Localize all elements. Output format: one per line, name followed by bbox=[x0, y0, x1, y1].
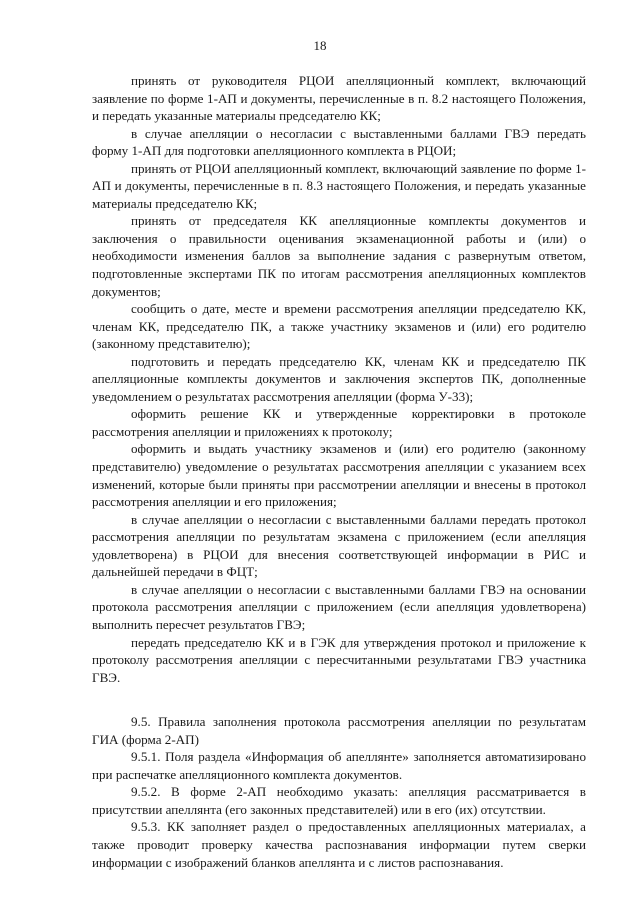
paragraph-record-decision: оформить решение КК и утвержденные корректировки в протоколе рассмотрения апелляции и приложениях к протоколу; bbox=[92, 406, 586, 439]
paragraph-prepare-and-transfer: подготовить и передать председателю КК, членам КК и председателю ПК апелляционные комплекты документов и заключения экспертов ПК, дополненные уведомлением о результатах рассмотрения апелляции (форма У-33); bbox=[92, 353, 586, 404]
paragraph-accept-from-rcoi: принять от РЦОИ апелляционный комплект, включающий заявление по форме 1-АП и документы, перечисленные в п. 8.3 настоящего Положения, и передать указанные материалы председателю КК; bbox=[92, 160, 586, 211]
section-gap bbox=[92, 686, 586, 713]
paragraph-accept-from-kk-chair: принять от председателя КК апелляционные комплекты документов и заключения о правильности оценивания экзаменационной работы и (или) о необходимости изменения баллов за выполнение задания с развернутым ответом, подготовленные экспертами ПК по итогам рассмотрения апелляционных комплектов документов; bbox=[92, 213, 586, 299]
document-body bbox=[92, 72, 586, 871]
section-heading-9-5: 9.5. Правила заполнения протокола рассмотрения апелляции по результатам ГИА (форма 2-АП) bbox=[92, 714, 586, 747]
paragraph-recalculate-gve: в случае апелляции о несогласии с выставленными баллами ГВЭ на основании протокола рассмотрения апелляции с приложением (если апелляция удовлетворена) выполнить пересчет результатов ГВЭ; bbox=[92, 581, 586, 632]
paragraph-transfer-protocol-rcoi: в случае апелляции о несогласии с выставленными баллами передать протокол рассмотрения апелляции по результатам экзамена с приложением (если апелляция удовлетворена) в РЦОИ для внесения соответствующей информации в РИС и дальнейшей передачи в ФЦТ; bbox=[92, 511, 586, 580]
paragraph-notify-date-place: сообщить о дате, месте и времени рассмотрения апелляции председателю КК, членам КК, председателю ПК, а также участнику экзаменов и (или) его родителю (законному представителю); bbox=[92, 301, 586, 352]
paragraph-9-5-1: 9.5.1. Поля раздела «Информация об апеллянте» заполняется автоматизировано при распечатке апелляционного комплекта документов. bbox=[92, 749, 586, 782]
paragraph-accept-from-rcoi-head: принять от руководителя РЦОИ апелляционный комплект, включающий заявление по форме 1-АП и документы, перечисленные в п. 8.2 настоящего Положения, и передать указанные материалы председателю КК; bbox=[92, 73, 586, 124]
paragraph-9-5-3: 9.5.3. КК заполняет раздел о предоставленных апелляционных материалах, а также проводит проверку качества распознавания информации путем сверки информации с изображений бланков апеллянта и с листов распознавания. bbox=[92, 819, 586, 870]
page-number: 18 bbox=[313, 38, 327, 53]
paragraph-transfer-to-gek: передать председателю КК и в ГЭК для утверждения протокол и приложение к протоколу рассмотрения апелляции с пересчитанными результатами ГВЭ участника ГВЭ. bbox=[92, 634, 586, 685]
paragraph-gve-form-transfer: в случае апелляции о несогласии с выставленными баллами ГВЭ передать форму 1-АП для подготовки апелляционного комплекта в РЦОИ; bbox=[92, 125, 586, 159]
paragraph-issue-notification: оформить и выдать участнику экзаменов и (или) его родителю (законному представителю) уведомление о результатах рассмотрения апелляции с указанием всех изменений, которые были приняты при рассмотрении апелляции и внесены в протокол рассмотрения апелляции и его приложения; bbox=[92, 441, 586, 510]
paragraph-9-5-2: 9.5.2. В форме 2-АП необходимо указать: апелляция рассматривается в присутствии апеллянта (его законных представителей) или в его (их) отсутствии. bbox=[92, 784, 586, 817]
